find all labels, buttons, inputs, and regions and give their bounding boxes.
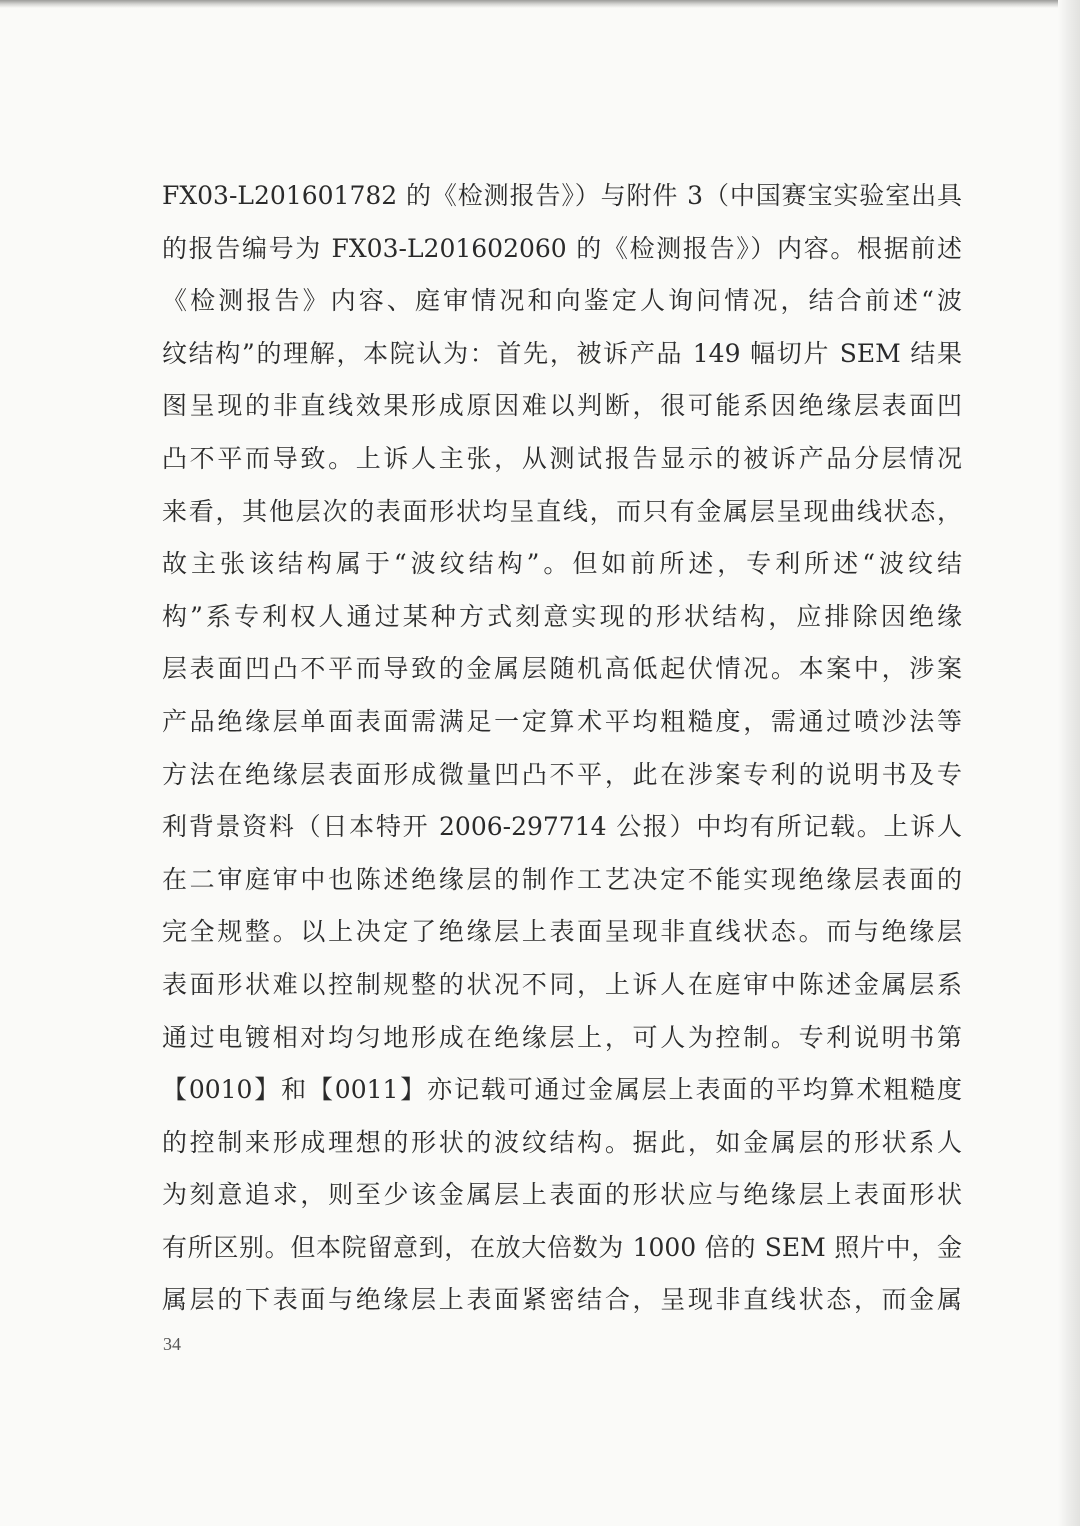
text-line-12: 方法在绝缘层表面形成微量凹凸不平，此在涉案专利的说明书及专 — [162, 759, 962, 789]
body-text — [162, 170, 962, 1327]
text-line-1: FX03-L201601782 的《检测报告》）与附件 3（中国赛宝实验室出具 — [162, 181, 962, 210]
text-line-10: 层表面凹凸不平而导致的金属层随机高低起伏情况。本案中，涉案 — [162, 654, 962, 684]
text-line-16: 表面形状难以控制规整的状况不同，上诉人在庭审中陈述金属层系 — [162, 969, 962, 999]
text-line-15: 完全规整。以上决定了绝缘层上表面呈现非直线状态。而与绝缘层 — [162, 917, 962, 947]
text-line-21: 有所区别。但本院留意到，在放大倍数为 1000 倍的 SEM 照片中，金 — [162, 1232, 962, 1262]
text-line-13: 利背景资料（日本特开 2006-297714 公报）中均有所记载。上诉人 — [162, 812, 962, 842]
text-line-5: 图呈现的非直线效果形成原因难以判断，很可能系因绝缘层表面凹 — [162, 391, 962, 421]
page-number: 34 — [163, 1334, 181, 1354]
text-line-22: 属层的下表面与绝缘层上表面紧密结合，呈现非直线状态，而金属 — [162, 1285, 962, 1315]
text-line-6: 凸不平而导致。上诉人主张，从测试报告显示的被诉产品分层情况 — [162, 443, 962, 473]
text-line-9: 构”系专利权人通过某种方式刻意实现的形状结构，应排除因绝缘 — [162, 601, 962, 631]
text-line-8: 故主张该结构属于“波纹结构”。但如前所述，专利所述“波纹结 — [162, 549, 962, 579]
scan-edge-top — [0, 0, 1080, 8]
text-line-18: 【0010】和【0011】亦记载可通过金属层上表面的平均算术粗糙度 — [162, 1075, 962, 1105]
text-line-11: 产品绝缘层单面表面需满足一定算术平均粗糙度，需通过喷沙法等 — [162, 706, 962, 736]
text-line-14: 在二审庭审中也陈述绝缘层的制作工艺决定不能实现绝缘层表面的 — [162, 864, 962, 894]
text-line-17: 通过电镀相对均匀地形成在绝缘层上，可人为控制。专利说明书第 — [162, 1022, 962, 1052]
text-line-7: 来看，其他层次的表面形状均呈直线，而只有金属层呈现曲线状态， — [162, 496, 962, 526]
scan-edge-right — [1058, 0, 1080, 1526]
text-line-2: 的报告编号为 FX03-L201602060 的《检测报告》）内容。根据前述 — [162, 233, 962, 263]
text-line-19: 的控制来形成理想的形状的波纹结构。据此，如金属层的形状系人 — [162, 1127, 962, 1157]
text-line-20: 为刻意追求，则至少该金属层上表面的形状应与绝缘层上表面形状 — [162, 1180, 962, 1210]
text-line-3: 《检测报告》内容、庭审情况和向鉴定人询问情况，结合前述“波 — [162, 286, 962, 316]
text-line-4: 纹结构”的理解，本院认为：首先，被诉产品 149 幅切片 SEM 结果 — [162, 338, 962, 368]
